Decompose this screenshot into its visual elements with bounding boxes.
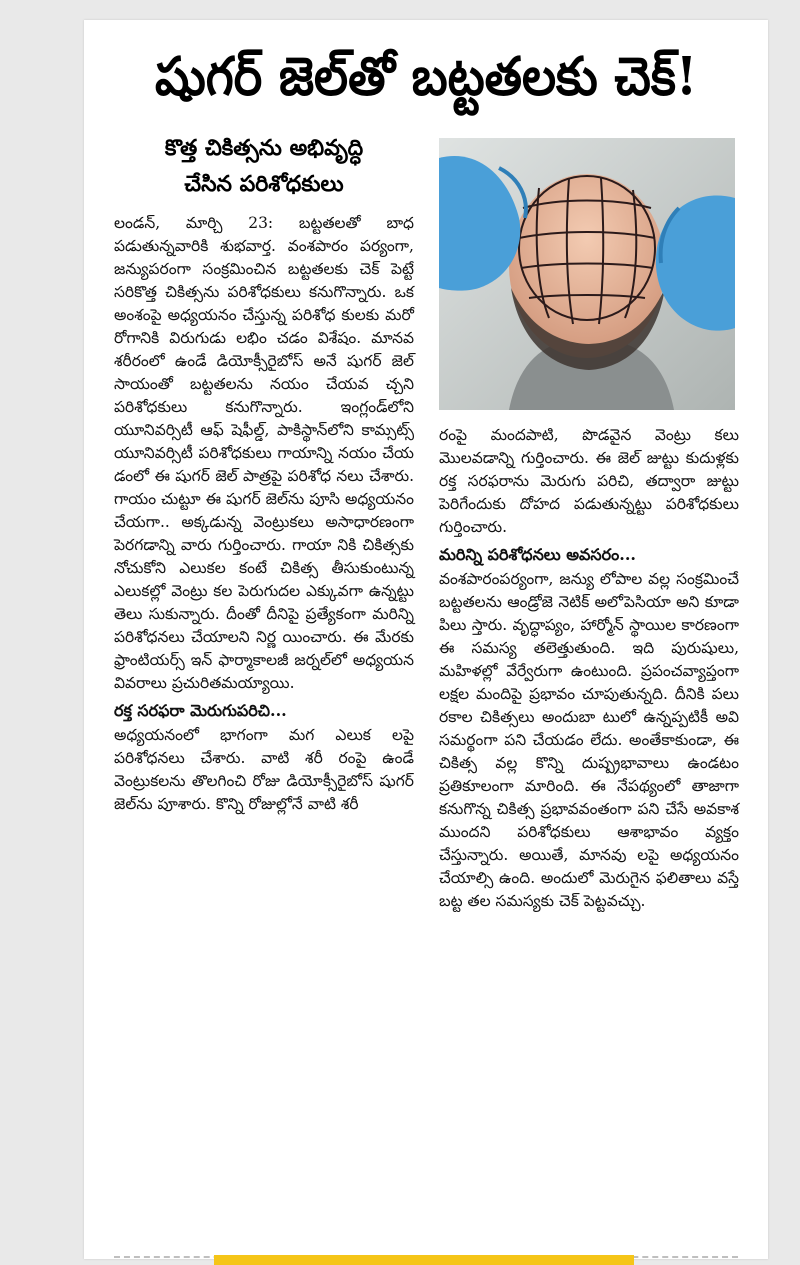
left-column xyxy=(114,212,414,816)
balding-head-grid-photo xyxy=(439,138,735,410)
article-photo xyxy=(439,138,735,410)
section-subtitle: మరిన్ని పరిశోధనలు అవసరం... xyxy=(439,545,636,564)
right-column xyxy=(439,424,739,913)
footer-accent-bar xyxy=(214,1255,634,1265)
section-subtitle: రక్త సరఫరా మెరుగుపరిచి... xyxy=(114,701,287,720)
headline: షుగర్ జెల్‌తో బట్టతలకు చెక్! xyxy=(154,46,698,108)
body-paragraph: అధ్యయనంలో భాగంగా మగ ఎలుక లపై పరిశోధనలు చేశారు. వాటి శరీ రంపై ఉండే వెంట్రుకలను తొలగించి రోజు డియోక్సీరైబోస్ షుగర్ జెల్‌ను పూశారు. కొన్ని రోజుల్లోనే వాటి శరీ xyxy=(114,726,414,813)
newspaper-clipping xyxy=(84,20,768,1259)
body-paragraph: వంశపారంపర్యంగా, జన్యు లోపాల వల్ల సంక్రమించే బట్టతలను ఆండ్రోజె నెటిక్ అలోపెసియా అని కూడా పిలు స్తారు. వృద్ధాప్యం, హార్మోన్ స్థాయిల కారణంగా ఈ సమస్య తలెత్తుతుంది. ఇది పురుషులు, మహిళల్లో వేర్వేరుగా ఉంటుంది. ప్రపంచవ్యాప్తంగా లక్షల మందిపై ప్రభావం చూపుతున్నది. దీనికి పలు రకాల చికిత్సలు అందుబా టులో ఉన్నప్పటికీ అవి సమర్థంగా పని చేయడం లేదు. అంతేకాకుండా, ఈ చికిత్స వల్ల కొన్ని దుష్ప్రభావాలు ఉండటం ప్రతికూలంగా మారింది. ఈ నేపథ్యంలో తాజాగా కనుగొన్న చికిత్స ప్రభావవంతంగా పని చేసే అవకాశ ముందని పరిశోధకులు ఆశాభావం వ్యక్తం చేస్తున్నారు. అయితే, మానవు లపై అధ్యయనం చేయాల్సి ఉంది. అందులో మెరుగైన ఫలితాలు వస్తే బట్ట తల సమస్యకు చెక్ పెట్టవచ్చు. xyxy=(439,570,739,910)
subheadline-line-1: కొత్త చికిత్సను అభివృద్ధి xyxy=(164,135,364,161)
subheadline-line-2: చేసిన పరిశోధకులు xyxy=(184,171,344,197)
body-paragraph: రంపై మందపాటి, పొడవైన వెంట్రు కలు మొలవడాన్ని గుర్తించారు. ఈ జెల్ జుట్టు కుదుళ్లకు రక్త సరఫరాను మెరుగు పరిచి, తద్వారా జుట్టు పెరిగేందుకు దోహద పడుతున్నట్టు పరిశోధకులు గుర్తించారు. xyxy=(439,426,739,536)
subheadline xyxy=(96,130,432,202)
body-paragraph: లండన్, మార్చి 23: బట్టతలతో బాధ పడుతున్నవారికి శుభవార్త. వంశపారం పర్యంగా, జన్యుపరంగా సంక్రమించిన బట్టతలకు చెక్ పెట్టే సరికొత్త చికిత్సను పరిశోధకులు కనుగొన్నారు. ఒక అంశంపై అధ్యయనం చేస్తున్న పరిశోధ కులకు మరో రోగానికి విరుగుడు లభిం చడం విశేషం. మానవ శరీరంలో ఉండే డియోక్సీరైబోస్ అనే షుగర్ జెల్ సాయంతో బట్టతలను నయం చేయవ చ్చని పరిశోధకులు కనుగొన్నారు. ఇంగ్లండ్‌లోని యూనివర్సిటీ ఆఫ్ షెఫీల్డ్, పాకిస్థాన్‌లోని కామ్సట్స్ యూనివర్సిటీ పరిశోధకులు గాయాన్ని నయం చేయ డంలో ఈ షుగర్ జెల్ పాత్రపై పరిశోధ నలు చేశారు. గాయం చుట్టూ ఈ షుగర్ జెల్‌ను పూసి అధ్యయనం చేయగా.. అక్కడున్న వెంట్రుకలు అసాధారణంగా పెరగడాన్ని వారు గుర్తించారు. గాయా నికి చికిత్సకు నోచుకోని ఎలుకల కంటే చికిత్స తీసుకుంటున్న ఎలుకల్లో వెంట్రు కల పెరుగుదల ఎక్కువగా ఉన్నట్టు తెలు సుకున్నారు. దీంతో దీనిపై ప్రత్యేకంగా మరిన్ని పరిశోధనలు చేయాలని నిర్ణ యించారు. ఈ మేరకు ఫ్రాంటియర్స్ ఇన్ ఫార్మాకాలజీ జర్నల్‌లో అధ్యయన వివరాలు ప్రచురితమయ్యాయి. xyxy=(114,214,414,692)
